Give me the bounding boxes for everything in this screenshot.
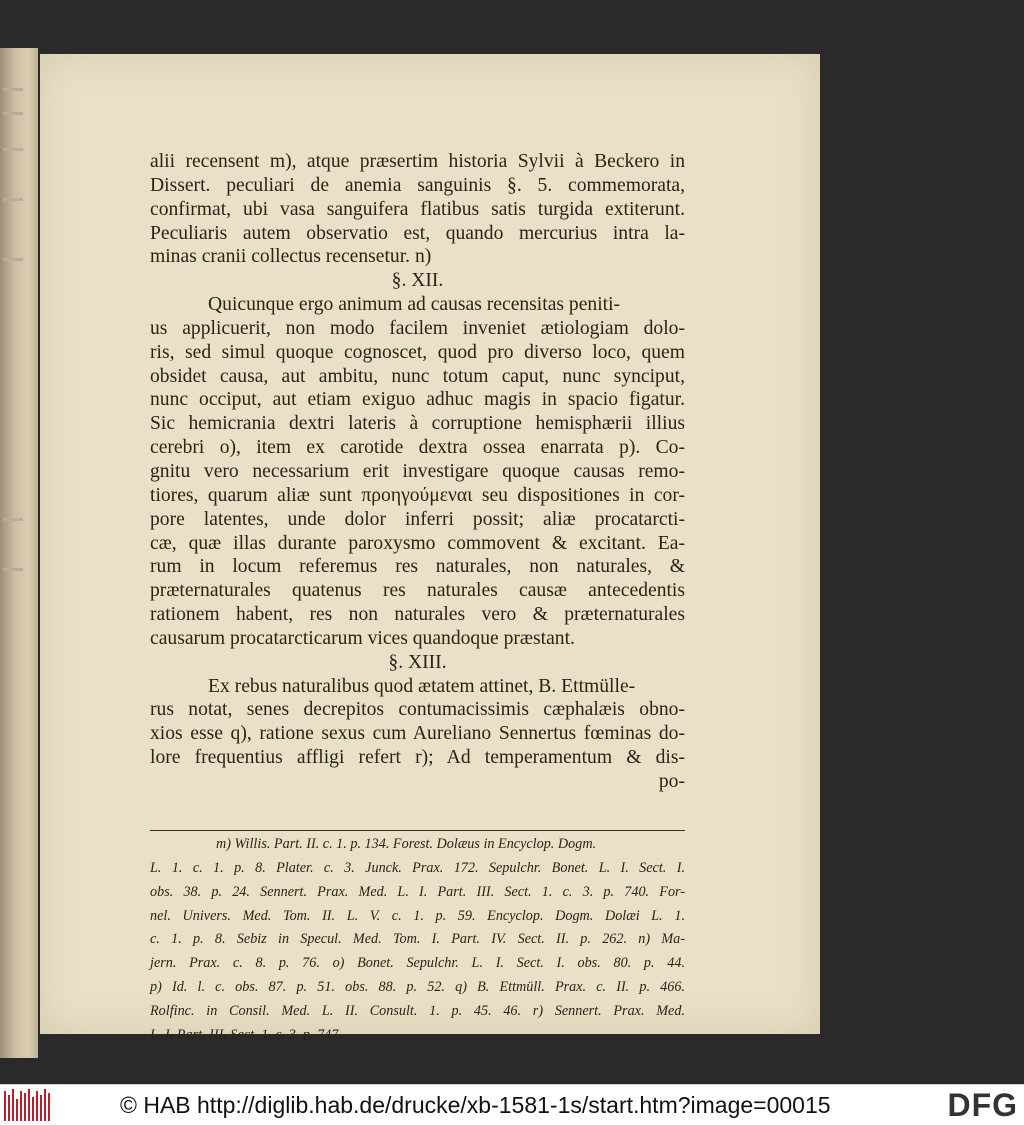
hab-logo-bar xyxy=(24,1093,26,1121)
hab-logo-bar xyxy=(28,1089,30,1121)
footnote-line: obs. 38. p. 24. Sennert. Prax. Med. L. I. Part. III. Sect. 1. c. 3. p. 740. For- xyxy=(150,883,685,900)
text-line: pore latentes, unde dolor inferri possit; aliæ procatarcti- xyxy=(150,508,685,530)
hab-logo-bar xyxy=(4,1091,6,1121)
text-line: Ex rebus naturalibus quod ætatem attinet, B. Ettmülle- xyxy=(208,675,636,697)
text-line: Peculiaris autem observatio est, quando mercurius intra la- xyxy=(150,222,685,244)
hab-logo-bar xyxy=(16,1099,18,1121)
footnote-line: c. 1. p. 8. Sebiz in Specul. Med. Tom. I. Part. IV. Sect. II. p. 262. n) Ma- xyxy=(150,931,685,948)
edge-mark xyxy=(3,148,23,151)
text-line: lore frequentius affligi refert r); Ad temperamentum & dis- xyxy=(150,747,685,769)
text-line: §. XII. xyxy=(391,270,444,292)
edge-mark xyxy=(3,258,23,261)
edge-mark xyxy=(3,112,23,115)
hab-logo-bar xyxy=(44,1089,46,1121)
text-line: §. XIII. xyxy=(388,651,447,673)
edge-mark xyxy=(3,88,23,91)
footer-bar xyxy=(0,1084,1024,1125)
text-line: xios esse q), ratione sexus cum Aureliano Sennertus fœminas do- xyxy=(150,723,685,745)
footnotes xyxy=(150,834,685,1049)
edge-mark xyxy=(3,198,23,201)
text-line: cerebri o), item ex carotide dextra ossea enarrata p). Co- xyxy=(150,437,685,459)
text-line: rationem habent, res non naturales vero & præternaturales xyxy=(150,604,685,626)
text-line: præternaturales quatenus res naturales causæ antecedentis xyxy=(150,580,685,602)
footnote-line: Rolfinc. in Consil. Med. L. II. Consult. 1. p. 45. 46. r) Sennert. Prax. Med. xyxy=(150,1002,685,1019)
text-line: Dissert. peculiari de anemia sanguinis §. 5. commemorata, xyxy=(150,174,685,196)
footnote-line: L. 1. c. 1. p. 8. Plater. c. 3. Junck. Prax. 172. Sepulchr. Bonet. L. I. Sect. I. xyxy=(150,859,685,876)
hab-logo-bar xyxy=(40,1095,42,1121)
hab-logo-bar xyxy=(8,1095,10,1121)
body-text xyxy=(150,150,685,794)
hab-logo-bar xyxy=(12,1089,14,1121)
text-line: us applicuerit, non modo facilem inveniet ætiologiam dolo- xyxy=(150,317,685,339)
text-line: cæ, quæ illas durante paroxysmo commovent & excitant. Ea- xyxy=(150,532,685,554)
document-page xyxy=(40,54,820,1043)
footnote-line: m) Willis. Part. II. c. 1. p. 134. Forest. Dolæus in Encyclop. Dogm. xyxy=(216,836,597,852)
text-line: nunc occiput, aut etiam exiguo adhuc magis in spacio figatur. xyxy=(150,389,685,411)
footnote-line: p) Id. l. c. obs. 87. p. 51. obs. 88. p. 52. q) B. Ettmüll. Prax. c. II. p. 466. xyxy=(150,979,685,996)
footnote-line: L. I. Part. III. Sect. 1. c. 3. p. 747. xyxy=(150,1026,342,1043)
edge-mark xyxy=(3,518,23,521)
text-line: rus notat, senes decrepitos contumacissimis cæphalæis obno- xyxy=(150,699,685,721)
hab-logo-bar xyxy=(48,1093,50,1121)
dfg-logo[interactable]: DFG xyxy=(947,1087,1018,1123)
text-line: rum in locum referemus res naturales, non naturales, & xyxy=(150,556,685,578)
edge-mark xyxy=(3,568,23,571)
previous-page-edge xyxy=(0,48,38,1058)
text-line: gnitu vero necessarium erit investigare quoque causas remo- xyxy=(150,460,685,482)
footnote-separator xyxy=(150,830,685,831)
text-line: tiores, quarum aliæ sunt προηγούμεναι seu dispositiones in cor- xyxy=(150,484,685,506)
hab-logo-bar xyxy=(20,1091,22,1121)
text-line: obsidet causa, aut ambitu, nunc totum caput, nunc synciput, xyxy=(150,365,685,387)
text-line: alii recensent m), atque præsertim historia Sylvii à Beckero in xyxy=(150,151,685,172)
copyright-link[interactable]: © HAB http://diglib.hab.de/drucke/xb-1581-1s/start.htm?image=00015 xyxy=(120,1091,831,1118)
text-line: minas cranii collectus recensetur. n) xyxy=(150,246,432,268)
hab-logo-bar xyxy=(32,1097,34,1121)
hab-logo-bar xyxy=(36,1091,38,1121)
footnote-line: jern. Prax. c. 8. p. 76. o) Bonet. Sepulchr. L. I. Sect. I. obs. 80. p. 44. xyxy=(150,955,685,972)
text-line: Quicunque ergo animum ad causas recensitas peniti- xyxy=(208,294,621,316)
hab-logo-icon[interactable] xyxy=(4,1089,50,1121)
text-line: ris, sed simul quoque cognoscet, quod pro diverso loco, quem xyxy=(150,341,685,363)
text-line: po- xyxy=(658,770,685,792)
text-line: confirmat, ubi vasa sanguifera flatibus satis turgida extiterunt. xyxy=(150,198,685,220)
text-line: Sic hemicrania dextri lateris à corruptione hemisphærii illius xyxy=(150,413,685,435)
footnote-line: nel. Univers. Med. Tom. II. L. V. c. 1. p. 59. Encyclop. Dogm. Dolæi L. 1. xyxy=(150,907,685,924)
text-line: causarum procatarcticarum vices quandoque præstant. xyxy=(150,627,575,649)
